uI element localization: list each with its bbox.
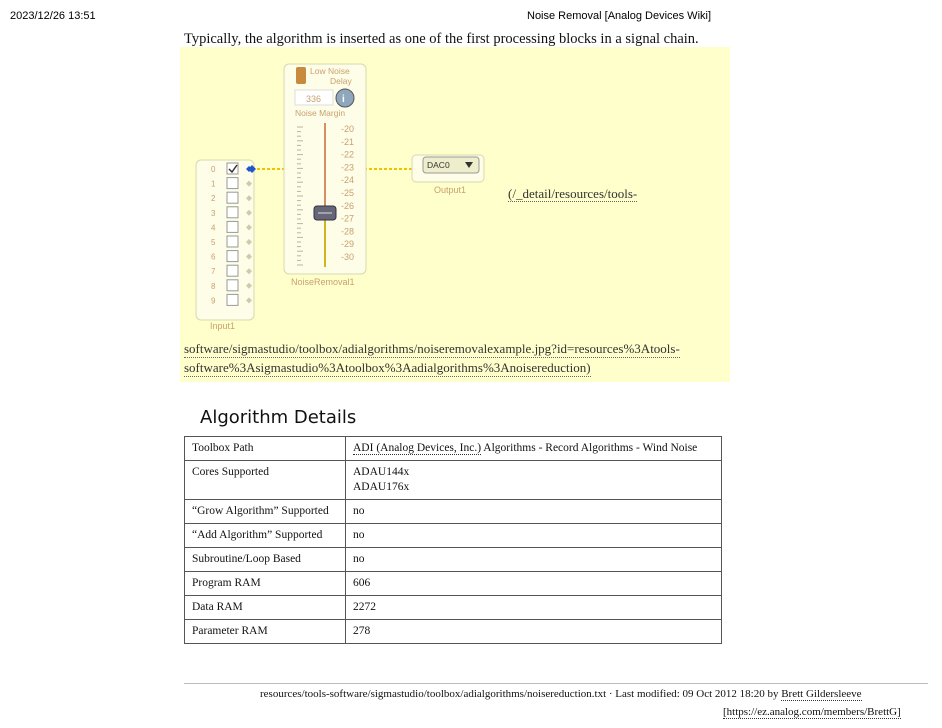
- row-label: Toolbox Path: [185, 437, 346, 461]
- footer-meta: resources/tools-software/sigmastudio/toolbox/adialgorithms/noisereduction.txt · Last modified: 09 Oct 2012 18:20 by Brett Gildersleeve: [260, 688, 862, 700]
- input-block: [196, 160, 254, 331]
- svg-text:Low Noise: Low Noise: [310, 66, 350, 76]
- table-row: [185, 500, 722, 524]
- channel-number: 5: [211, 238, 216, 247]
- output-block-label: Output1: [434, 185, 467, 195]
- scale-label: -30: [341, 252, 355, 262]
- print-page-title: Noise Removal [Analog Devices Wiki]: [527, 10, 712, 22]
- scale-label: -20: [341, 124, 355, 134]
- footer-divider: [184, 683, 928, 684]
- row-value: no: [346, 548, 722, 572]
- info-icon: [336, 89, 354, 107]
- scale-label: -29: [341, 239, 355, 250]
- noise-margin-label: Noise Margin: [295, 108, 346, 118]
- channel-checkbox: [227, 178, 238, 189]
- channel-number: 8: [211, 281, 216, 291]
- table-row: [185, 572, 722, 596]
- scale-label: -27: [341, 213, 355, 224]
- algorithm-details-table: [184, 436, 722, 644]
- row-value: no: [346, 500, 722, 524]
- row-value: ADI (Analog Devices, Inc.) Algorithms - Record Algorithms - Wind Noise: [346, 437, 722, 461]
- scale-label: -25: [341, 188, 355, 198]
- scale-label: -23: [341, 162, 355, 173]
- row-value: no: [346, 524, 722, 548]
- core-item: ADAU144x: [353, 466, 410, 478]
- row-label: “Grow Algorithm” Supported: [185, 500, 346, 524]
- row-label: Parameter RAM: [185, 620, 346, 644]
- footer-author-url[interactable]: [https://ez.analog.com/members/BrettG]: [723, 706, 901, 718]
- scale-label: -22: [341, 149, 355, 160]
- delay-value: 336: [306, 94, 322, 104]
- row-label: Program RAM: [185, 572, 346, 596]
- row-value: 2272: [346, 596, 722, 620]
- table-row: [185, 596, 722, 620]
- section-title: Algorithm Details: [200, 407, 357, 428]
- channel-number: 9: [211, 296, 216, 306]
- image-detail-link-fragment[interactable]: (/_detail/resources/tools-: [508, 186, 638, 201]
- noise-removal-block: [284, 64, 366, 287]
- table-row: [185, 620, 722, 644]
- row-label: “Add Algorithm” Supported: [185, 524, 346, 548]
- channel-checkbox: [227, 236, 238, 247]
- author-link[interactable]: Brett Gildersleeve: [781, 688, 862, 700]
- svg-text:Delay: Delay: [330, 76, 352, 86]
- image-detail-link-line1[interactable]: software/sigmastudio/toolbox/adialgorithms/noiseremovalexample.jpg?id=resources%3Atools-: [184, 341, 680, 356]
- table-row: [185, 461, 722, 500]
- channel-checkbox: [227, 221, 238, 232]
- core-item: ADAU176x: [353, 481, 410, 493]
- channel-number: 6: [211, 252, 216, 262]
- table-row: [185, 437, 722, 461]
- channel-number: 1: [211, 179, 216, 189]
- output-block: [412, 155, 484, 195]
- row-label: Cores Supported: [185, 461, 346, 500]
- channel-number: 7: [211, 267, 216, 277]
- row-label: Data RAM: [185, 596, 346, 620]
- channel-checkbox: [227, 192, 238, 203]
- row-value: [346, 461, 722, 500]
- scale-label: -21: [341, 136, 355, 147]
- noise-block-label: NoiseRemoval1: [291, 277, 355, 287]
- channel-checkbox: [227, 280, 238, 291]
- intro-paragraph: Typically, the algorithm is inserted as one of the first processing blocks in a signal chain.: [184, 31, 699, 47]
- channel-checkbox: [227, 265, 238, 276]
- dac-select-value: DAC0: [427, 160, 450, 170]
- channel-number: 4: [211, 223, 216, 233]
- svg-text:i: i: [342, 94, 345, 105]
- channel-number: 2: [211, 194, 216, 204]
- channel-checkbox: [227, 207, 238, 218]
- table-row: [185, 548, 722, 572]
- noise-removal-example-figure[interactable]: [180, 47, 730, 382]
- row-label: Subroutine/Loop Based: [185, 548, 346, 572]
- scale-label: -28: [341, 226, 355, 237]
- scale-label: -24: [341, 175, 355, 186]
- input-block-label: Input1: [210, 321, 236, 331]
- print-date: 2023/12/26 13:51: [10, 10, 96, 22]
- table-row: [185, 524, 722, 548]
- row-value: 278: [346, 620, 722, 644]
- channel-number: 3: [211, 208, 216, 218]
- channel-checkbox: [227, 251, 238, 262]
- row-value: 606: [346, 572, 722, 596]
- adi-abbr[interactable]: ADI (Analog Devices, Inc.): [353, 442, 482, 454]
- image-detail-link-line2[interactable]: software%3Asigmastudio%3Atoolbox%3Aadialgorithms%3Anoisereduction): [184, 360, 591, 375]
- channel-checkbox: [227, 294, 238, 305]
- scale-label: -26: [341, 200, 355, 211]
- switch-icon: [296, 67, 306, 84]
- channel-number: 0: [211, 165, 216, 174]
